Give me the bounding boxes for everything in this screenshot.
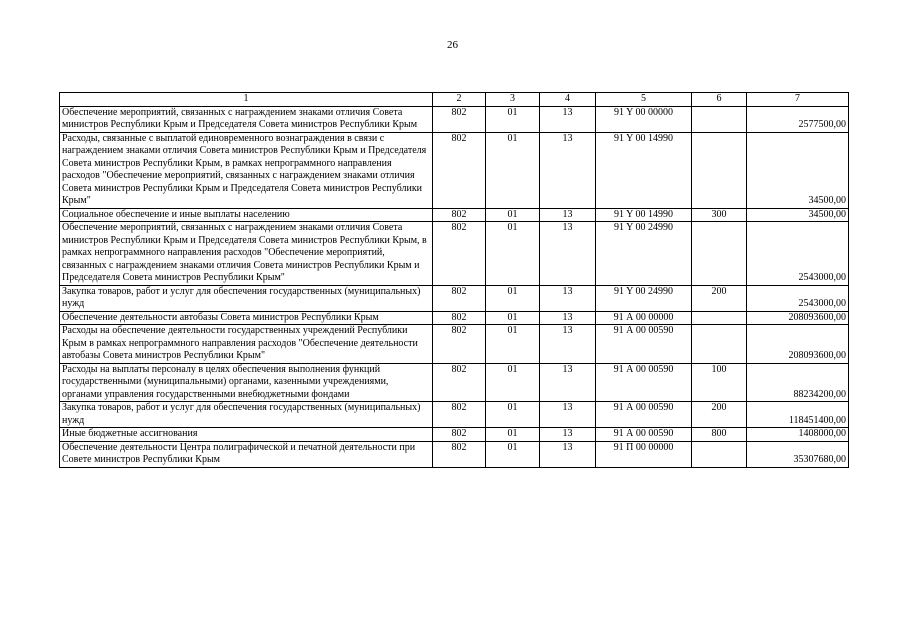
table-row	[60, 106, 849, 132]
cell-csr: 91 Y 00 00000	[596, 106, 692, 132]
header-row	[60, 93, 849, 107]
cell-sum: 34500,00	[747, 132, 849, 208]
cell-sum: 1408000,00	[747, 428, 849, 442]
cell-vr: 100	[692, 363, 747, 402]
cell-ved: 802	[433, 402, 486, 428]
cell-ved: 802	[433, 363, 486, 402]
cell-rz: 01	[486, 428, 540, 442]
cell-vr: 800	[692, 428, 747, 442]
cell-sum: 2577500,00	[747, 106, 849, 132]
cell-vr: 200	[692, 402, 747, 428]
cell-rz: 01	[486, 132, 540, 208]
table-row	[60, 132, 849, 208]
header-cell-pr: 4	[540, 93, 596, 107]
cell-name: Обеспечение мероприятий, связанных с награждением знаками отличия Совета министров Республики Крым и Председателя Совета министров Республики Крым, в рамках непрограммного направления расходов "Обеспечение мероприятий, связанных с награждением знаками отличия Совета министров Республики Крым и Председателя Совета министров Республики Крым"	[60, 222, 433, 286]
cell-pr: 13	[540, 222, 596, 286]
table-row	[60, 285, 849, 311]
cell-csr: 91 А 00 00590	[596, 363, 692, 402]
table-row	[60, 402, 849, 428]
cell-pr: 13	[540, 208, 596, 222]
header-cell-name: 1	[60, 93, 433, 107]
header-cell-ved: 2	[433, 93, 486, 107]
cell-vr	[692, 222, 747, 286]
cell-ved: 802	[433, 222, 486, 286]
cell-ved: 802	[433, 325, 486, 364]
table-body	[60, 106, 849, 467]
table-row	[60, 428, 849, 442]
table-row	[60, 222, 849, 286]
cell-rz: 01	[486, 285, 540, 311]
cell-csr: 91 А 00 00590	[596, 325, 692, 364]
cell-pr: 13	[540, 325, 596, 364]
cell-sum: 208093600,00	[747, 311, 849, 325]
cell-rz: 01	[486, 311, 540, 325]
table-row	[60, 363, 849, 402]
table-row	[60, 208, 849, 222]
cell-pr: 13	[540, 285, 596, 311]
cell-rz: 01	[486, 208, 540, 222]
cell-pr: 13	[540, 428, 596, 442]
header-cell-vr: 6	[692, 93, 747, 107]
cell-rz: 01	[486, 441, 540, 467]
cell-csr: 91 А 00 00000	[596, 311, 692, 325]
cell-pr: 13	[540, 132, 596, 208]
cell-sum: 35307680,00	[747, 441, 849, 467]
cell-sum: 2543000,00	[747, 285, 849, 311]
cell-sum: 34500,00	[747, 208, 849, 222]
cell-pr: 13	[540, 363, 596, 402]
cell-ved: 802	[433, 106, 486, 132]
cell-vr: 200	[692, 285, 747, 311]
cell-csr: 91 А 00 00590	[596, 402, 692, 428]
header-cell-csr: 5	[596, 93, 692, 107]
cell-ved: 802	[433, 208, 486, 222]
cell-name: Обеспечение мероприятий, связанных с награждением знаками отличия Совета министров Республики Крым и Председателя Совета министров Республики Крым	[60, 106, 433, 132]
cell-rz: 01	[486, 402, 540, 428]
cell-name: Иные бюджетные ассигнования	[60, 428, 433, 442]
cell-vr	[692, 441, 747, 467]
cell-rz: 01	[486, 363, 540, 402]
cell-ved: 802	[433, 311, 486, 325]
cell-csr: 91 П 00 00000	[596, 441, 692, 467]
cell-csr: 91 Y 00 14990	[596, 132, 692, 208]
budget-table	[59, 92, 849, 468]
cell-name: Расходы на выплаты персоналу в целях обеспечения выполнения функций государственными (муниципальными) органами, казенными учреждениями, органами управления государственными внебюджетными фондами	[60, 363, 433, 402]
cell-pr: 13	[540, 402, 596, 428]
header-cell-rz: 3	[486, 93, 540, 107]
cell-ved: 802	[433, 428, 486, 442]
table-row	[60, 325, 849, 364]
cell-pr: 13	[540, 441, 596, 467]
cell-ved: 802	[433, 441, 486, 467]
cell-csr: 91 Y 00 24990	[596, 222, 692, 286]
cell-ved: 802	[433, 132, 486, 208]
cell-csr: 91 Y 00 24990	[596, 285, 692, 311]
cell-vr: 300	[692, 208, 747, 222]
cell-vr	[692, 106, 747, 132]
page-number: 26	[447, 39, 458, 51]
cell-name: Расходы на обеспечение деятельности государственных учреждений Республики Крым в рамках непрограммного направления расходов "Обеспечение деятельности автобазы Совета министров Республики Крым"	[60, 325, 433, 364]
cell-name: Расходы, связанные с выплатой единовременного вознаграждения в связи с награждением знаками отличия Совета министров Республики Крым и Председателя Совета министров Республики Крым, в рамках непрограммного направления расходов "Обеспечение мероприятий, связанных с награждением знаками отличия Совета министров Республики Крым и Председателя Совета министров Республики Крым"	[60, 132, 433, 208]
cell-rz: 01	[486, 222, 540, 286]
cell-sum: 118451400,00	[747, 402, 849, 428]
cell-pr: 13	[540, 311, 596, 325]
header-cell-sum: 7	[747, 93, 849, 107]
cell-pr: 13	[540, 106, 596, 132]
cell-rz: 01	[486, 325, 540, 364]
cell-name: Обеспечение деятельности Центра полиграфической и печатной деятельности при Совете министров Республики Крым	[60, 441, 433, 467]
cell-name: Закупка товаров, работ и услуг для обеспечения государственных (муниципальных) нужд	[60, 402, 433, 428]
cell-vr	[692, 325, 747, 364]
cell-ved: 802	[433, 285, 486, 311]
cell-sum: 88234200,00	[747, 363, 849, 402]
cell-name: Обеспечение деятельности автобазы Совета министров Республики Крым	[60, 311, 433, 325]
cell-name: Социальное обеспечение и иные выплаты населению	[60, 208, 433, 222]
cell-vr	[692, 311, 747, 325]
cell-name: Закупка товаров, работ и услуг для обеспечения государственных (муниципальных) нужд	[60, 285, 433, 311]
table-row	[60, 441, 849, 467]
cell-sum: 208093600,00	[747, 325, 849, 364]
cell-sum: 2543000,00	[747, 222, 849, 286]
cell-csr: 91 А 00 00590	[596, 428, 692, 442]
cell-rz: 01	[486, 106, 540, 132]
table-row	[60, 311, 849, 325]
cell-csr: 91 Y 00 14990	[596, 208, 692, 222]
cell-vr	[692, 132, 747, 208]
